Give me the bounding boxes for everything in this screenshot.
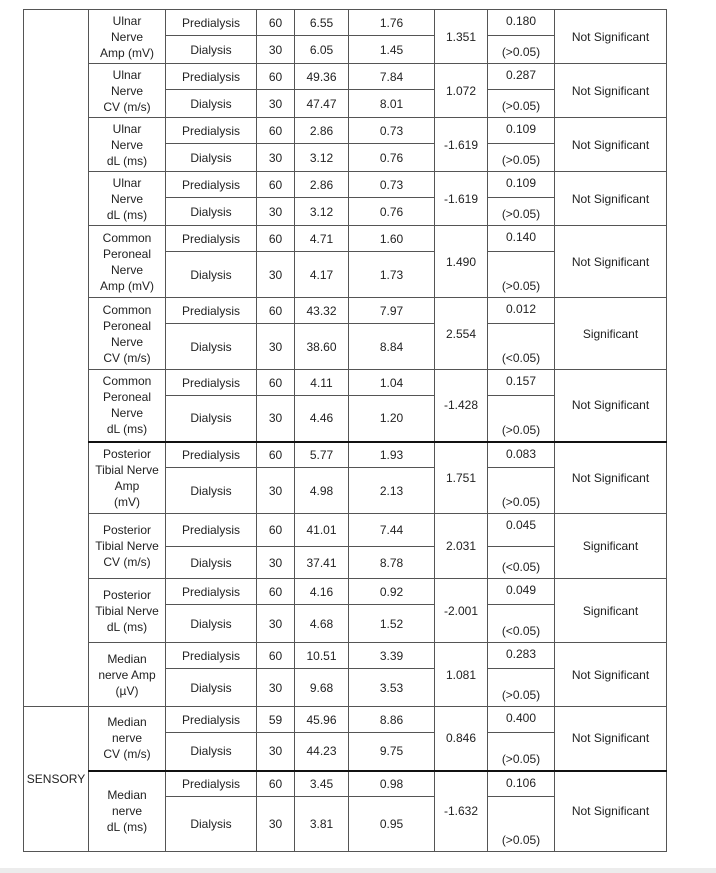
mean-value: 5.77 bbox=[295, 442, 349, 468]
table-row bbox=[24, 10, 667, 36]
sd-value: 7.44 bbox=[349, 514, 435, 547]
table-row bbox=[24, 643, 667, 669]
group-name: Predialysis bbox=[166, 514, 257, 547]
mean-value: 4.11 bbox=[295, 370, 349, 396]
group-name: Predialysis bbox=[166, 298, 257, 324]
p-comparison: (>0.05) bbox=[488, 396, 555, 442]
parameter-line: dL (ms) bbox=[106, 619, 148, 634]
mean-value: 2.86 bbox=[295, 172, 349, 198]
p-value: 0.283 bbox=[488, 643, 555, 669]
parameter-line: Nerve bbox=[110, 29, 143, 44]
table-row bbox=[24, 172, 667, 198]
t-value: -1.632 bbox=[435, 771, 488, 852]
sd-value: 9.75 bbox=[349, 733, 435, 771]
mean-value: 37.41 bbox=[295, 547, 349, 579]
mean-value: 4.68 bbox=[295, 605, 349, 643]
sample-size: 60 bbox=[257, 172, 295, 198]
mean-value: 4.17 bbox=[295, 252, 349, 298]
significance: Not Significant bbox=[555, 64, 667, 118]
table-row bbox=[24, 226, 667, 252]
parameter-line: Peroneal bbox=[102, 246, 152, 261]
sample-size: 30 bbox=[257, 547, 295, 579]
parameter-line: CV (m/s) bbox=[103, 350, 151, 365]
parameter-line: Nerve bbox=[110, 262, 143, 277]
parameter-cell bbox=[89, 298, 166, 370]
p-comparison: (>0.05) bbox=[488, 198, 555, 226]
parameter-line: (mV) bbox=[114, 494, 140, 509]
sample-size: 30 bbox=[257, 396, 295, 442]
sd-value: 7.84 bbox=[349, 64, 435, 90]
table-row bbox=[24, 298, 667, 324]
table-body bbox=[24, 10, 667, 852]
sample-size: 59 bbox=[257, 707, 295, 733]
parameter-line: dL (ms) bbox=[106, 207, 148, 222]
mean-value: 4.71 bbox=[295, 226, 349, 252]
mean-value: 4.16 bbox=[295, 579, 349, 605]
mean-value: 41.01 bbox=[295, 514, 349, 547]
group-name: Predialysis bbox=[166, 771, 257, 797]
sd-value: 0.73 bbox=[349, 172, 435, 198]
p-value: 0.400 bbox=[488, 707, 555, 733]
parameter-cell bbox=[89, 442, 166, 514]
parameter-line: Common bbox=[102, 302, 152, 317]
mean-value: 4.98 bbox=[295, 468, 349, 514]
group-name: Dialysis bbox=[166, 324, 257, 370]
parameter-cell bbox=[89, 370, 166, 442]
parameter-line: Posterior bbox=[102, 446, 152, 461]
sample-size: 60 bbox=[257, 442, 295, 468]
parameter-line: dL (ms) bbox=[106, 422, 148, 437]
parameter-cell bbox=[89, 707, 166, 771]
parameter-line: Ulnar bbox=[112, 121, 142, 136]
significance: Not Significant bbox=[555, 226, 667, 298]
p-comparison: (>0.05) bbox=[488, 90, 555, 118]
parameter-line: Amp (mV) bbox=[100, 45, 154, 60]
mean-value: 6.05 bbox=[295, 36, 349, 64]
sample-size: 60 bbox=[257, 10, 295, 36]
parameter-line: Peroneal bbox=[102, 318, 152, 333]
mean-value: 10.51 bbox=[295, 643, 349, 669]
t-value: 2.554 bbox=[435, 298, 488, 370]
p-comparison: (>0.05) bbox=[488, 669, 555, 707]
group-name: Predialysis bbox=[166, 64, 257, 90]
table-row bbox=[24, 707, 667, 733]
p-comparison: (>0.05) bbox=[488, 733, 555, 771]
sd-value: 1.60 bbox=[349, 226, 435, 252]
parameter-line: Ulnar bbox=[112, 13, 142, 28]
p-value: 0.109 bbox=[488, 118, 555, 144]
sample-size: 60 bbox=[257, 118, 295, 144]
sd-value: 0.92 bbox=[349, 579, 435, 605]
p-value: 0.012 bbox=[488, 298, 555, 324]
sample-size: 60 bbox=[257, 514, 295, 547]
group-name: Dialysis bbox=[166, 669, 257, 707]
parameter-cell bbox=[89, 226, 166, 298]
p-value: 0.106 bbox=[488, 771, 555, 797]
p-value: 0.287 bbox=[488, 64, 555, 90]
sample-size: 30 bbox=[257, 252, 295, 298]
group-name: Predialysis bbox=[166, 370, 257, 396]
p-value: 0.109 bbox=[488, 172, 555, 198]
significance: Not Significant bbox=[555, 172, 667, 226]
mean-value: 4.46 bbox=[295, 396, 349, 442]
group-name: Dialysis bbox=[166, 36, 257, 64]
significance: Significant bbox=[555, 579, 667, 643]
mean-value: 44.23 bbox=[295, 733, 349, 771]
t-value: -2.001 bbox=[435, 579, 488, 643]
parameter-line: Ulnar bbox=[112, 67, 142, 82]
sd-value: 1.73 bbox=[349, 252, 435, 298]
sample-size: 30 bbox=[257, 144, 295, 172]
p-value: 0.157 bbox=[488, 370, 555, 396]
significance: Not Significant bbox=[555, 643, 667, 707]
sd-value: 3.53 bbox=[349, 669, 435, 707]
t-value: -1.619 bbox=[435, 118, 488, 172]
sample-size: 30 bbox=[257, 733, 295, 771]
parameter-line: Median bbox=[107, 788, 147, 803]
p-comparison: (>0.05) bbox=[488, 144, 555, 172]
p-comparison: (>0.05) bbox=[488, 797, 555, 852]
significance: Not Significant bbox=[555, 370, 667, 442]
group-name: Predialysis bbox=[166, 118, 257, 144]
group-name: Dialysis bbox=[166, 797, 257, 852]
parameter-line: Tibial Nerve bbox=[95, 603, 159, 618]
table-row bbox=[24, 370, 667, 396]
parameter-cell bbox=[89, 771, 166, 852]
group-name: Dialysis bbox=[166, 252, 257, 298]
parameter-line: Amp (mV) bbox=[100, 278, 154, 293]
parameter-line: (µV) bbox=[115, 683, 139, 698]
sd-value: 1.93 bbox=[349, 442, 435, 468]
significance: Not Significant bbox=[555, 771, 667, 852]
parameter-line: Amp bbox=[114, 478, 140, 493]
sd-value: 2.13 bbox=[349, 468, 435, 514]
t-value: 2.031 bbox=[435, 514, 488, 579]
parameter-line: Nerve bbox=[110, 191, 143, 206]
t-value: -1.619 bbox=[435, 172, 488, 226]
t-value: 0.846 bbox=[435, 707, 488, 771]
group-name: Predialysis bbox=[166, 707, 257, 733]
mean-value: 6.55 bbox=[295, 10, 349, 36]
mean-value: 3.12 bbox=[295, 144, 349, 172]
group-name: Dialysis bbox=[166, 144, 257, 172]
parameter-line: Common bbox=[102, 230, 152, 245]
parameter-cell bbox=[89, 643, 166, 707]
sd-value: 1.76 bbox=[349, 10, 435, 36]
p-value: 0.045 bbox=[488, 514, 555, 547]
sample-size: 30 bbox=[257, 669, 295, 707]
parameter-line: dL (ms) bbox=[106, 153, 148, 168]
sample-size: 60 bbox=[257, 579, 295, 605]
parameter-line: Tibial Nerve bbox=[95, 462, 159, 477]
parameter-cell bbox=[89, 118, 166, 172]
parameter-cell bbox=[89, 10, 166, 64]
significance: Significant bbox=[555, 298, 667, 370]
p-value: 0.140 bbox=[488, 226, 555, 252]
table-row bbox=[24, 442, 667, 468]
significance: Not Significant bbox=[555, 118, 667, 172]
t-value: 1.751 bbox=[435, 442, 488, 514]
parameter-line: nerve Amp bbox=[98, 667, 156, 682]
parameter-line: CV (m/s) bbox=[103, 99, 151, 114]
sample-size: 30 bbox=[257, 198, 295, 226]
sample-size: 30 bbox=[257, 468, 295, 514]
sd-value: 8.86 bbox=[349, 707, 435, 733]
parameter-line: Median bbox=[107, 715, 147, 730]
t-value: 1.490 bbox=[435, 226, 488, 298]
mean-value: 45.96 bbox=[295, 707, 349, 733]
table-row bbox=[24, 64, 667, 90]
parameter-line: dL (ms) bbox=[106, 820, 148, 835]
mean-value: 3.81 bbox=[295, 797, 349, 852]
sample-size: 60 bbox=[257, 64, 295, 90]
parameter-line: Median bbox=[107, 651, 147, 666]
mean-value: 3.12 bbox=[295, 198, 349, 226]
sd-value: 7.97 bbox=[349, 298, 435, 324]
sd-value: 3.39 bbox=[349, 643, 435, 669]
group-name: Predialysis bbox=[166, 442, 257, 468]
sample-size: 30 bbox=[257, 90, 295, 118]
p-value: 0.083 bbox=[488, 442, 555, 468]
mean-value: 49.36 bbox=[295, 64, 349, 90]
sample-size: 30 bbox=[257, 605, 295, 643]
parameter-line: CV (m/s) bbox=[103, 747, 151, 762]
parameter-line: Posterior bbox=[102, 587, 152, 602]
parameter-line: Nerve bbox=[110, 83, 143, 98]
sample-size: 60 bbox=[257, 226, 295, 252]
table-row bbox=[24, 514, 667, 547]
sample-size: 60 bbox=[257, 370, 295, 396]
parameter-line: Nerve bbox=[110, 137, 143, 152]
group-label bbox=[24, 10, 89, 707]
sd-value: 0.95 bbox=[349, 797, 435, 852]
group-name: Dialysis bbox=[166, 468, 257, 514]
p-comparison: (<0.05) bbox=[488, 605, 555, 643]
parameter-line: Nerve bbox=[110, 334, 143, 349]
sd-value: 1.20 bbox=[349, 396, 435, 442]
group-name: Dialysis bbox=[166, 90, 257, 118]
sample-size: 60 bbox=[257, 643, 295, 669]
p-comparison: (<0.05) bbox=[488, 547, 555, 579]
group-name: Dialysis bbox=[166, 733, 257, 771]
parameter-cell bbox=[89, 579, 166, 643]
mean-value: 38.60 bbox=[295, 324, 349, 370]
page-bottom-strip bbox=[0, 868, 716, 873]
p-value: 0.180 bbox=[488, 10, 555, 36]
p-comparison: (>0.05) bbox=[488, 36, 555, 64]
significance: Not Significant bbox=[555, 442, 667, 514]
t-value: 1.081 bbox=[435, 643, 488, 707]
sd-value: 1.52 bbox=[349, 605, 435, 643]
group-name: Predialysis bbox=[166, 226, 257, 252]
sd-value: 0.98 bbox=[349, 771, 435, 797]
sample-size: 30 bbox=[257, 324, 295, 370]
parameter-line: CV (m/s) bbox=[103, 555, 151, 569]
mean-value: 43.32 bbox=[295, 298, 349, 324]
parameter-line: nerve bbox=[111, 731, 143, 746]
p-comparison: (>0.05) bbox=[488, 252, 555, 298]
p-comparison: (<0.05) bbox=[488, 324, 555, 370]
parameter-cell bbox=[89, 514, 166, 579]
sd-value: 8.78 bbox=[349, 547, 435, 579]
group-name: Dialysis bbox=[166, 198, 257, 226]
t-value: -1.428 bbox=[435, 370, 488, 442]
sd-value: 0.76 bbox=[349, 144, 435, 172]
t-value: 1.351 bbox=[435, 10, 488, 64]
group-name: Predialysis bbox=[166, 643, 257, 669]
sd-value: 1.45 bbox=[349, 36, 435, 64]
parameter-cell bbox=[89, 172, 166, 226]
sd-value: 0.73 bbox=[349, 118, 435, 144]
mean-value: 2.86 bbox=[295, 118, 349, 144]
group-name: Dialysis bbox=[166, 605, 257, 643]
significance: Not Significant bbox=[555, 10, 667, 64]
group-name: Predialysis bbox=[166, 579, 257, 605]
parameter-cell bbox=[89, 64, 166, 118]
mean-value: 9.68 bbox=[295, 669, 349, 707]
group-name: Predialysis bbox=[166, 172, 257, 198]
table-row bbox=[24, 118, 667, 144]
group-name: Predialysis bbox=[166, 10, 257, 36]
p-value: 0.049 bbox=[488, 579, 555, 605]
sample-size: 60 bbox=[257, 771, 295, 797]
group-name: Dialysis bbox=[166, 547, 257, 579]
sample-size: 30 bbox=[257, 797, 295, 852]
table-row bbox=[24, 771, 667, 797]
mean-value: 3.45 bbox=[295, 771, 349, 797]
parameter-line: Common bbox=[102, 374, 152, 389]
ncs-results-table bbox=[23, 9, 667, 852]
parameter-line: Ulnar bbox=[112, 175, 142, 190]
sd-value: 8.84 bbox=[349, 324, 435, 370]
parameter-line: Nerve bbox=[110, 406, 143, 421]
group-name: Dialysis bbox=[166, 396, 257, 442]
table-row bbox=[24, 579, 667, 605]
p-comparison: (>0.05) bbox=[488, 468, 555, 514]
parameter-line: nerve bbox=[111, 804, 143, 819]
group-label: SENSORY bbox=[24, 707, 89, 852]
sample-size: 60 bbox=[257, 298, 295, 324]
parameter-line: Peroneal bbox=[102, 390, 152, 405]
sd-value: 1.04 bbox=[349, 370, 435, 396]
sample-size: 30 bbox=[257, 36, 295, 64]
significance: Not Significant bbox=[555, 707, 667, 771]
mean-value: 47.47 bbox=[295, 90, 349, 118]
sd-value: 0.76 bbox=[349, 198, 435, 226]
t-value: 1.072 bbox=[435, 64, 488, 118]
parameter-line: Posterior bbox=[102, 523, 152, 537]
significance: Significant bbox=[555, 514, 667, 579]
sd-value: 8.01 bbox=[349, 90, 435, 118]
parameter-line: Tibial Nerve bbox=[95, 539, 159, 553]
